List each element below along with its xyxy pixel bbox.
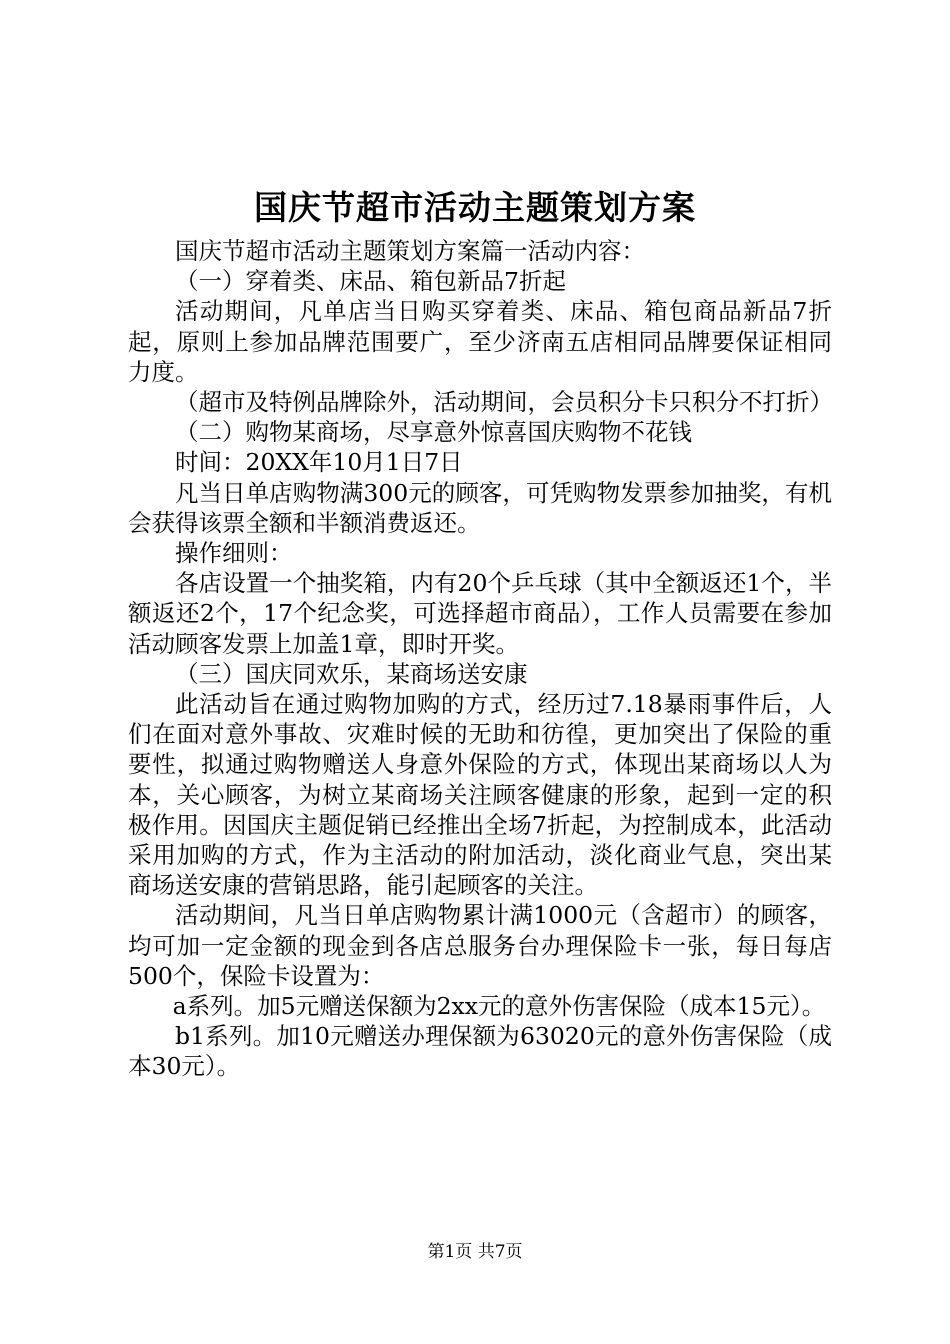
- paragraph-activity-1: 活动期间，凡单店当日购买穿着类、床品、箱包商品新品7折起，原则上参加品牌范围要广，至少济南五店相同品牌要保证相同力度。: [128, 297, 832, 386]
- paragraph-activity-2: 凡当日单店购物满300元的顾客，可凭购物发票参加抽奖，有机会获得该票全额和半额消费返还。: [128, 478, 832, 537]
- page-footer: 第1页 共7页: [427, 1242, 523, 1262]
- document-title: 国庆节超市活动主题策划方案: [254, 188, 696, 227]
- paragraph-time: 时间：20XX年10月1日7日: [175, 448, 463, 477]
- paragraph-intro: 国庆节超市活动主题策划方案篇一活动内容：: [175, 237, 645, 265]
- paragraph-activity-3-detail: 活动期间，凡当日单店购物累计满1000元（含超市）的顾客，均可加一定金额的现金到各店总服务台办理保险卡一张，每日每店500个，保险卡设置为：: [128, 901, 832, 990]
- paragraph-rules-heading: 操作细则：: [175, 539, 293, 568]
- paragraph-note: （超市及特例品牌除外，活动期间，会员积分卡只积分不打折）: [175, 388, 833, 417]
- paragraph-rules: 各店设置一个抽奖箱，内有20个乒乓球（其中全额返还1个，半额返还2个，17个纪念奖，可选择超市商品），工作人员需要在参加活动顾客发票上加盖1章，即时开奖。: [128, 569, 832, 658]
- document-body: [128, 236, 832, 1082]
- paragraph-heading-1: （一）穿着类、床品、箱包新品7折起: [175, 267, 566, 296]
- paragraph-series-b1: b1系列。加10元赠送办理保额为63020元的意外伤害保险（成本30元）。: [128, 1022, 832, 1081]
- paragraph-series-a: a系列。加5元赠送保额为2xx元的意外伤害保险（成本15元）。: [172, 992, 826, 1021]
- paragraph-activity-3: 此活动旨在通过购物加购的方式，经历过7.18暴雨事件后，人们在面对意外事故、灾难时候的无助和彷徨，更加突出了保险的重要性，拟通过购物赠送人身意外保险的方式，体现出某商场以人为本，关心顾客，为树立某商场关注顾客健康的形象，起到一定的积极作用。因国庆主题促销已经推出全场7折起，为控制成本，此活动采用加购的方式，作为主活动的附加活动，淡化商业气息，突出某商场送安康的营销思路，能引起顾客的关注。: [128, 690, 832, 900]
- paragraph-heading-3: （三）国庆同欢乐，某商场送安康: [175, 659, 528, 688]
- paragraph-heading-2: （二）购物某商场，尽享意外惊喜国庆购物不花钱: [175, 418, 692, 447]
